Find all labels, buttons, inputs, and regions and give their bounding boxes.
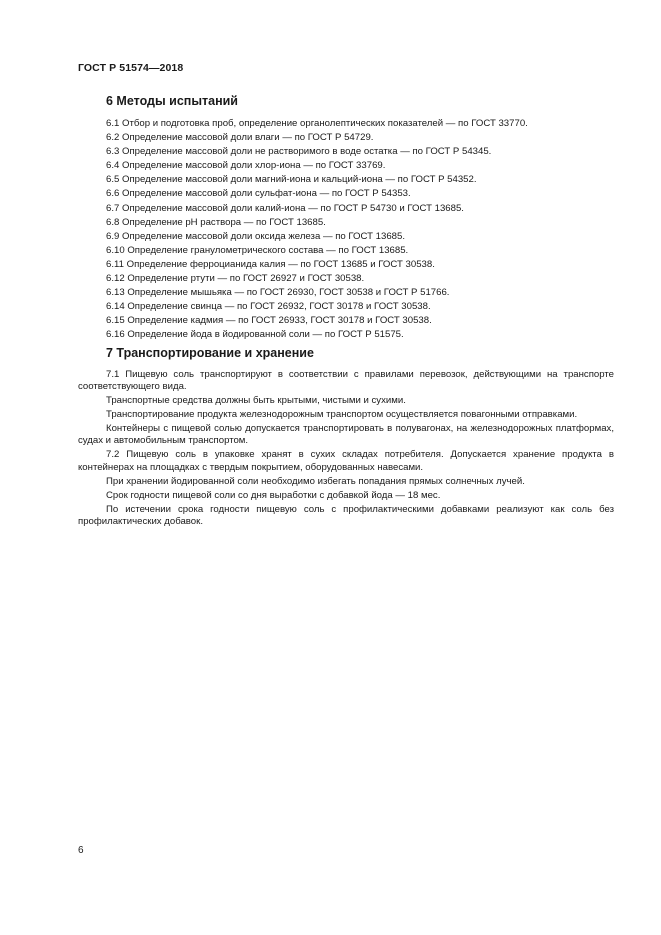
paragraph: 7.1 Пищевую соль транспортируют в соответствии с правилами перевозок, действующими на транспорте соответствующего вида. [78, 369, 614, 393]
list-item: 6.16 Определение йода в йодированной соли — по ГОСТ Р 51575. [106, 329, 404, 341]
test-methods-list [106, 117, 528, 343]
list-item: 6.5 Определение массовой доли магний-иона и кальций-иона — по ГОСТ Р 54352. [106, 174, 477, 186]
list-item: 6.11 Определение ферроцианида калия — по ГОСТ 13685 и ГОСТ 30538. [106, 258, 435, 270]
list-item: 6.6 Определение массовой доли сульфат-иона — по ГОСТ Р 54353. [106, 188, 411, 200]
paragraph: Транспортирование продукта железнодорожным транспортом осуществляется повагонными отправками. [106, 409, 578, 421]
transport-storage-body [78, 369, 614, 530]
list-item: 6.2 Определение массовой доли влаги — по ГОСТ Р 54729. [106, 132, 374, 144]
paragraph: Транспортные средства должны быть крытыми, чистыми и сухими. [106, 395, 406, 407]
section-7-title: 7 Транспортирование и хранение [106, 346, 314, 360]
document-header: ГОСТ Р 51574—2018 [78, 62, 184, 74]
paragraph: Срок годности пищевой соли со дня выработки с добавкой йода — 18 мес. [106, 489, 441, 501]
paragraph: При хранении йодированной соли необходимо избегать попадания прямых солнечных лучей. [106, 475, 525, 487]
list-item: 6.9 Определение массовой доли оксида железа — по ГОСТ 13685. [106, 230, 405, 242]
list-item: 6.15 Определение кадмия — по ГОСТ 26933, ГОСТ 30178 и ГОСТ 30538. [106, 315, 432, 327]
paragraph: По истечении срока годности пищевую соль с профилактическими добавками реализуют как соль без профилактических добавок. [78, 503, 614, 527]
section-6-title: 6 Методы испытаний [106, 94, 238, 108]
list-item: 6.4 Определение массовой доли хлор-иона — по ГОСТ 33769. [106, 160, 386, 172]
list-item: 6.1 Отбор и подготовка проб, определение органолептических показателей — по ГОСТ 33770. [106, 118, 528, 129]
paragraph: Контейнеры с пищевой солью допускается транспортировать в полувагонах, на железнодорожных платформах, судах и автомобильным транспортом. [78, 423, 614, 447]
list-item: 6.13 Определение мышьяка — по ГОСТ 26930, ГОСТ 30538 и ГОСТ Р 51766. [106, 287, 450, 299]
list-item: 6.10 Определение гранулометрического состава — по ГОСТ 13685. [106, 244, 409, 256]
list-item: 6.3 Определение массовой доли не растворимого в воде остатка — по ГОСТ Р 54345. [106, 146, 492, 158]
list-item: 6.7 Определение массовой доли калий-иона — по ГОСТ Р 54730 и ГОСТ 13685. [106, 202, 464, 214]
list-item: 6.8 Определение pH раствора — по ГОСТ 13685. [106, 216, 326, 228]
list-item: 6.12 Определение ртути — по ГОСТ 26927 и ГОСТ 30538. [106, 273, 365, 285]
paragraph: 7.2 Пищевую соль в упаковке хранят в сухих складах потребителя. Допускается хранение продукта в контейнерах на площадках с твердым покрытием, оборудованных навесами. [78, 449, 614, 473]
page-number: 6 [78, 845, 84, 856]
list-item: 6.14 Определение свинца — по ГОСТ 26932, ГОСТ 30178 и ГОСТ 30538. [106, 301, 431, 313]
